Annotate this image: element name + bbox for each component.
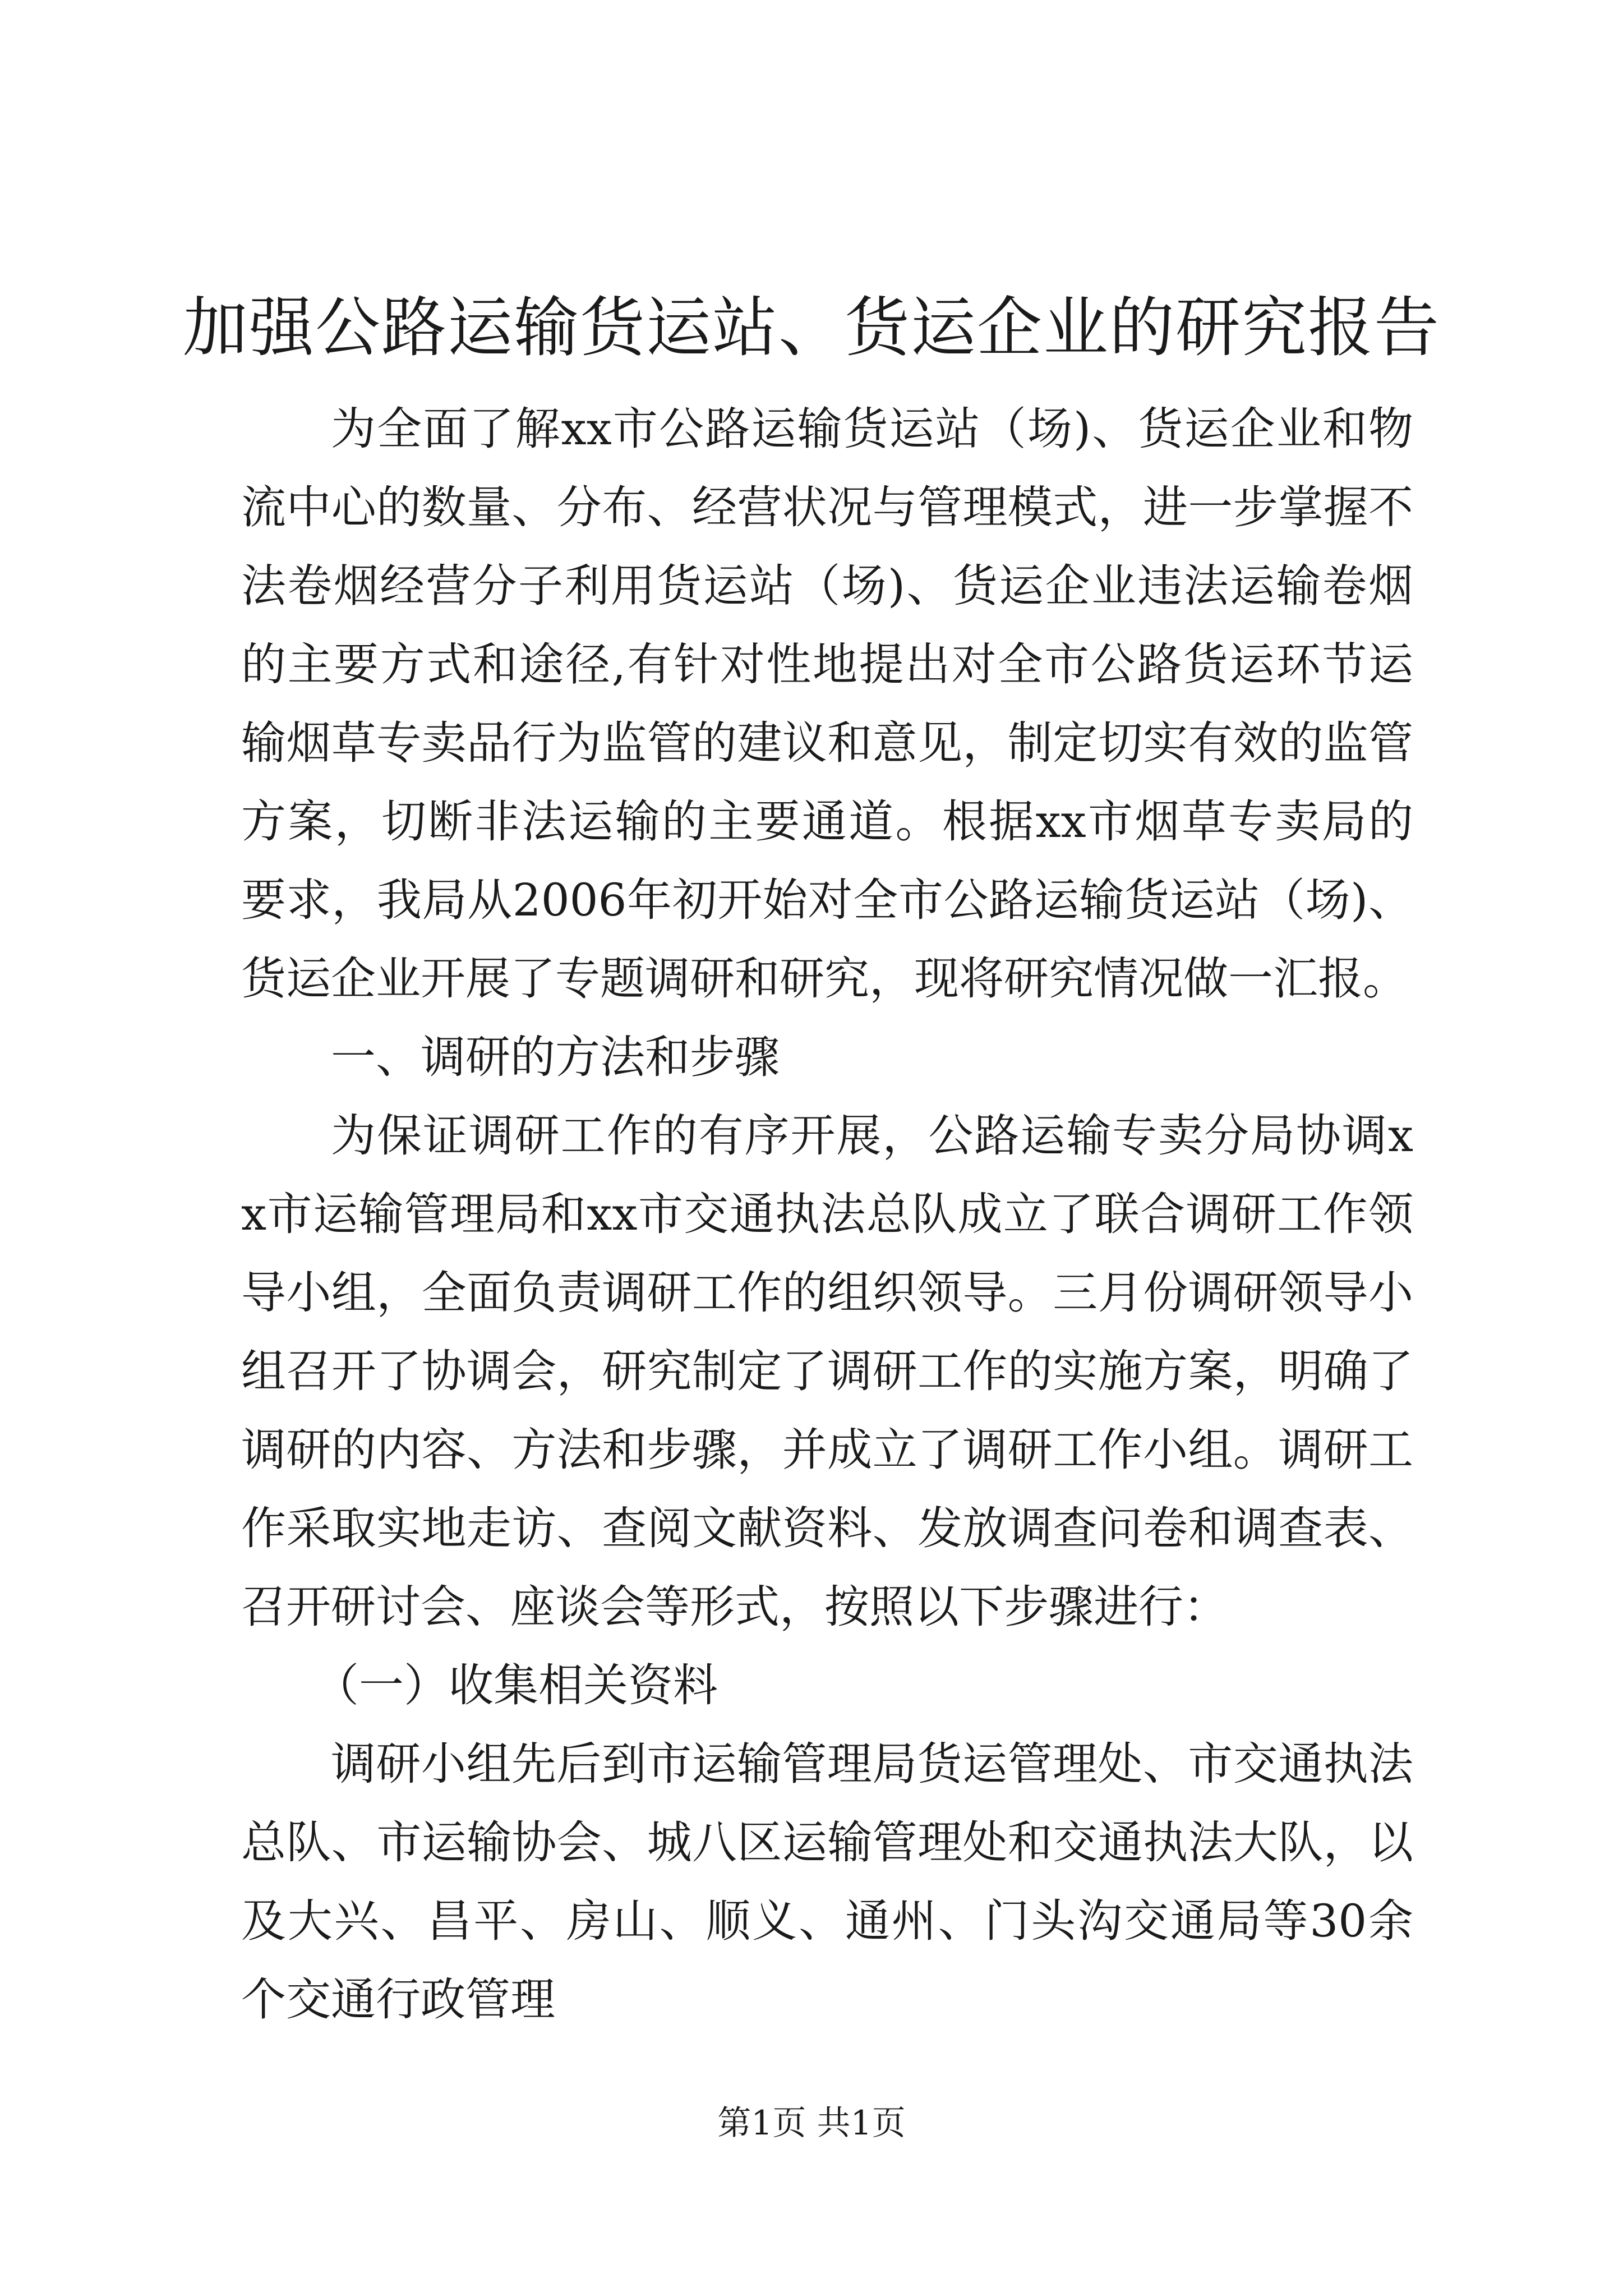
section-heading: 一、调研的方法和步骤 [331,1031,780,1083]
page-footer: 第1页 共1页 [717,2104,906,2143]
body-paragraph: 调研小组先后到市运输管理局货运管理处、市交通执法总队、市运输协会、城八区运输管理处和交通执法大队，以及大兴、昌平、房山、顺义、通州、门头沟交通局等30余个交通行政管理 [241,1738,1413,2026]
body-paragraph: 为保证调研工作的有序开展，公路运输专卖分局协调xx市运输管理局和xx市交通执法总队成立了联合调研工作领导小组，全面负责调研工作的组织领导。三月份调研领导小组召开了协调会，研究制定了调研工作的实施方案，明确了调研的内容、方法和步骤，并成立了调研工作小组。调研工作采取实地走访、查阅文献资料、发放调查问卷和调查表、召开研讨会、座谈会等形式，按照以下步骤进行： [241,1110,1413,1633]
intro-paragraph: 为全面了解xx市公路运输货运站（场)、货运企业和物流中心的数量、分布、经营状况与管理模式，进一步掌握不法卷烟经营分子利用货运站（场)、货运企业违法运输卷烟的主要方式和途径,有针对性地提出对全市公路货运环节运输烟草专卖品行为监管的建议和意见，制定切实有效的监管方案，切断非法运输的主要通道。根据xx市烟草专卖局的要求，我局从2006年初开始对全市公路运输货运站（场)、货运企业开展了专题调研和研究，现将研究情况做一汇报。 [241,403,1413,1005]
subsection-heading: （一）收集相关资料 [314,1659,718,1711]
document-title: 加强公路运输货运站、货运企业的研究报告 [183,290,1440,366]
document-body [241,390,1413,2039]
